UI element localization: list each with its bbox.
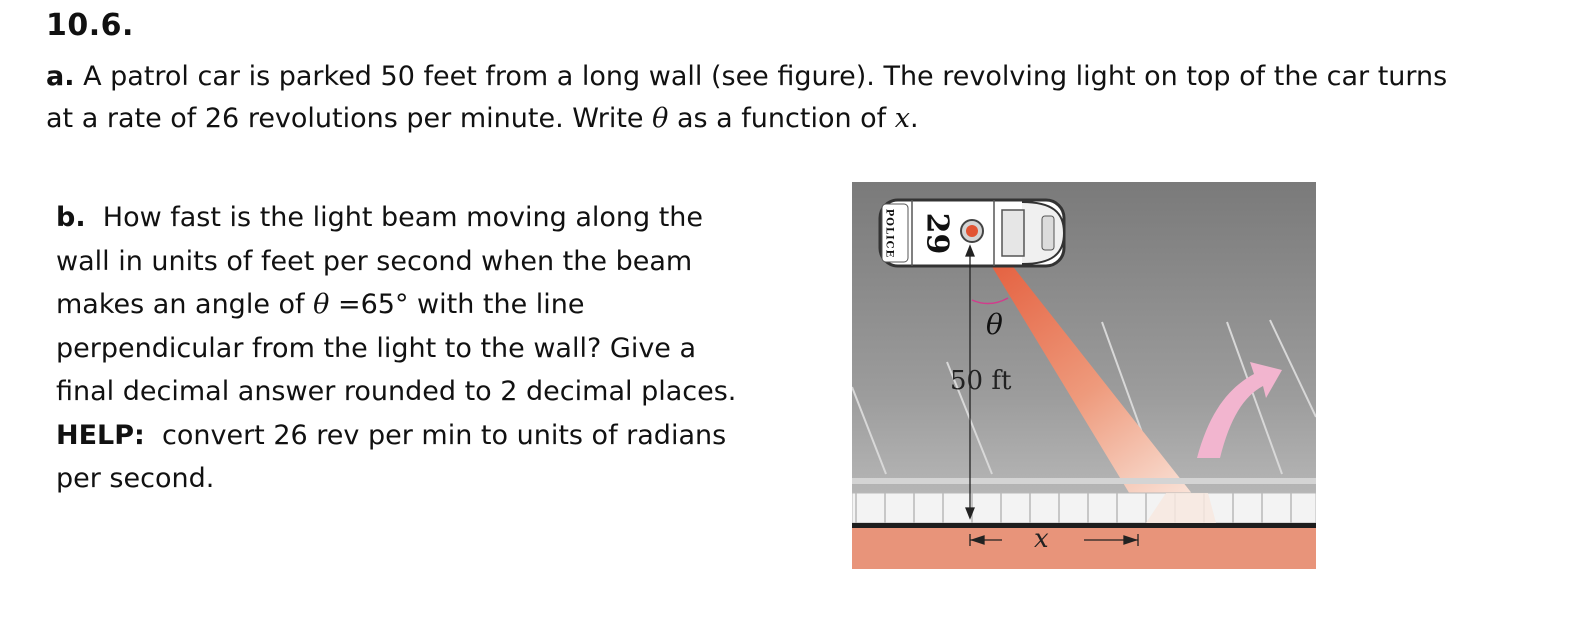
part-a-text-1: A patrol car is parked 50 feet from a long wall (see figure). The revolving light on top of the car turns at a rate of 26 revolutions per minute. Write bbox=[46, 61, 1448, 134]
car-number: 29 bbox=[919, 212, 955, 255]
part-b-label: b. bbox=[56, 202, 86, 233]
part-b-text-2: =65° with the line perpendicular from the light to the wall? Give a final decimal answer rounded to 2 decimal places. bbox=[56, 289, 737, 407]
police-label: POLICE bbox=[883, 208, 895, 259]
patrol-car-figure bbox=[852, 182, 1316, 569]
part-a-text bbox=[46, 56, 1466, 140]
wall bbox=[852, 528, 1316, 569]
part-b-text bbox=[56, 196, 756, 501]
wall-edge bbox=[852, 523, 1316, 528]
x-label: x bbox=[1034, 524, 1049, 554]
help-text: convert 26 rev per min to units of radians per second. bbox=[56, 419, 727, 494]
theta-label: θ bbox=[986, 308, 1003, 341]
part-b-text-1: How fast is the light beam moving along the wall in units of feet per second when the beam makes an angle of bbox=[56, 202, 704, 320]
part-a-theta: θ bbox=[652, 103, 669, 134]
part-a-text-2: as a function of bbox=[668, 103, 895, 134]
sidewalk-strip bbox=[852, 478, 1316, 484]
part-b-theta: θ bbox=[313, 289, 330, 320]
help-label: HELP: bbox=[56, 419, 145, 451]
part-a-label: a. bbox=[46, 61, 75, 92]
wall-blocks bbox=[852, 493, 1316, 523]
problem-number: 10.6. bbox=[46, 8, 134, 43]
part-a-text-3: . bbox=[910, 103, 919, 134]
distance-label: 50 ft bbox=[950, 366, 1012, 396]
part-a-x: x bbox=[894, 103, 910, 134]
